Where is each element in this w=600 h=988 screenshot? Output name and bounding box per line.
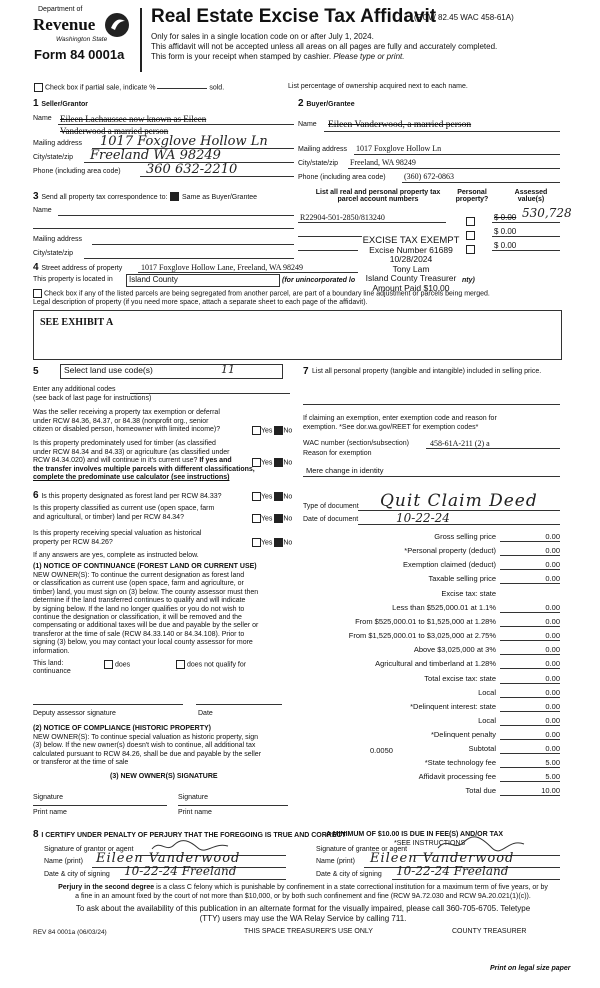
calc-label: Taxable selling price	[428, 574, 496, 583]
timber-question: Is this property predominately used for timber (as classified under RCW 84.34 and 84.33) or agriculture (as classified under RCW 84.34.020) and will continue in it's current use? If yes and the transfer involves multiple parcels with different classifications, complete the predominate use calculator (see instructions)	[33, 440, 255, 481]
rcw-reference: (RCW 82.45 WAC 458-61A)	[414, 13, 514, 22]
calc-label: Less than $525,000.01 at 1.1%	[392, 603, 496, 612]
does-checkbox[interactable]	[104, 660, 113, 669]
correspondence-name-label: Name	[33, 207, 52, 214]
calc-value[interactable]: 0.00	[545, 645, 560, 654]
section-4-number: 4 Street address of property	[33, 262, 123, 273]
calc-label: From $525,000.01 to $1,525,000 at 1.28%	[355, 617, 496, 626]
buyer-phone-label: Phone (including area code)	[298, 174, 386, 181]
owner-print-label-2: Print name	[178, 809, 212, 816]
calc-value[interactable]: 5.00	[545, 772, 560, 781]
notice-continuance-line: NEW OWNER(S): To continue the current designation as forest land	[33, 572, 245, 579]
notice-continuance-line: timber) land, you must sign on (3) below. The county assessor must then	[33, 588, 259, 596]
document-type-label: Type of document	[303, 503, 359, 510]
grantee-name-label: Name (print)	[316, 858, 355, 865]
legal-size-note: Print on legal size paper	[490, 965, 571, 972]
revenue-wordmark: Revenue	[33, 15, 96, 34]
seller-name-line-2[interactable]: Vanderwood a married person	[60, 126, 169, 136]
owner-print-label-1: Print name	[33, 809, 67, 816]
grantor-date-value[interactable]: 10-22-24 Freeland	[124, 864, 237, 878]
notice-compliance-line: NEW OWNER(S): To continue special valuation as historic property, sign	[33, 734, 258, 741]
calc-value[interactable]: 0.00	[545, 546, 560, 555]
exemption-yes-checkbox[interactable]	[252, 426, 261, 435]
grantee-date-value[interactable]: 10-22-24 Freeland	[396, 864, 509, 878]
calc-value[interactable]: 0.00	[545, 702, 560, 711]
intro-line-1: Only for sales in a single location code on or after July 1, 2024.	[151, 32, 374, 41]
section-8-number: 8 I CERTIFY UNDER PENALTY OF PERJURY THAT THE FOREGOING IS TRUE AND CORRECT	[33, 829, 346, 840]
personal-property-label: List all personal property (tangible and intangible) included in selling price.	[312, 368, 542, 375]
calc-label: Above $3,025,000 at 3%	[413, 645, 496, 654]
calc-value[interactable]: 0.00	[545, 603, 560, 612]
exemption-question: Was the seller receiving a property tax exemption or deferral under RCW 84.36, 84.37, or 84.38 (nonprofit org., senior citizen or disabled person, homeowner with limited income)?	[33, 409, 221, 433]
grantee-signature-label: Signature of grantee or agent	[316, 846, 408, 853]
calc-label: Affidavit processing fee	[418, 772, 496, 781]
notice-continuance-line: or classification as current use (open space, farm and agriculture, or	[33, 580, 244, 588]
dept-of-label: Department of	[38, 6, 83, 13]
intro-line-2: This affidavit will not be accepted unless all areas on all pages are fully and accurately completed.	[151, 42, 498, 51]
treasurer-use-label: THIS SPACE TREASURER'S USE ONLY	[244, 928, 373, 935]
this-land-label: This land:	[33, 660, 64, 667]
see-instructions-note: *SEE INSTRUCTIONS	[394, 840, 466, 847]
calc-label: Agricultural and timberland at 1.28%	[375, 659, 496, 668]
county-select[interactable]: Island County	[126, 274, 280, 287]
grantee-date-label: Date & city of signing	[316, 871, 382, 878]
calc-label: *Delinquent penalty	[430, 730, 496, 739]
buyer-city-value[interactable]: Freeland, WA 98249	[350, 158, 416, 167]
seller-phone-value[interactable]: 360 632-2210	[146, 162, 238, 177]
unincorporated-note-end: nty)	[462, 277, 475, 284]
buyer-mailing-label: Mailing address	[298, 146, 348, 153]
deputy-date-label: Date	[198, 710, 213, 717]
correspondence-city-label: City/state/zip	[33, 250, 74, 257]
revision-label: REV 84 0001a (06/03/24)	[33, 929, 107, 936]
grantor-date-label: Date & city of signing	[44, 871, 110, 878]
seller-city-label: City/state/zip	[33, 154, 74, 161]
buyer-name-value[interactable]: Eileen Vanderwood, a married person	[328, 120, 472, 130]
calc-value[interactable]: 0.00	[545, 532, 560, 541]
grantee-name-value[interactable]: Eileen Vanderwood	[370, 851, 515, 866]
calc-value[interactable]: 0.00	[545, 716, 560, 725]
reason-value[interactable]: Mere change in identity	[306, 466, 384, 475]
seller-mailing-value[interactable]: 1017 Foxglove Hollow Ln	[100, 134, 268, 149]
notice-compliance-line: or transferor at the time of sale	[33, 759, 129, 767]
assessed-value-1-handwritten[interactable]: 530,728	[522, 206, 572, 220]
buyer-name-label: Name	[298, 121, 317, 128]
alternate-format-notice: To ask about the availability of this publication in an alternate format for the visually impaired, please call 360-705-6705. Teletype (TTY) users may use the WA Relay Service by calling 711.	[75, 904, 531, 923]
notice-continuance-line: determine if the land transferred continues to qualify and will indicate	[33, 597, 246, 605]
calc-value[interactable]: 0.00	[545, 674, 560, 683]
calc-label: Total excise tax: state	[424, 674, 496, 683]
land-use-hand: 11	[221, 363, 235, 376]
historic-question: Is this property receiving special valuation as historical property per RCW 84.26?	[33, 530, 202, 546]
parcel-number-1[interactable]: R22904-501-2850/813240	[300, 213, 385, 222]
assessed-value-2[interactable]: $ 0.00	[494, 227, 517, 236]
section-6-number: 6 Is this property designated as forest land per RCW 84.33?	[33, 490, 222, 501]
header-divider	[140, 8, 142, 72]
notice-continuance-title: (1) NOTICE OF CONTINUANCE (FOREST LAND OR CURRENT USE)	[33, 563, 257, 570]
reason-label: Reason for exemption	[303, 450, 372, 457]
grantor-name-value[interactable]: Eileen Vanderwood	[96, 851, 241, 866]
section-3-number: 3 Send all property tax correspondence to: Same as Buyer/Grantee	[33, 191, 258, 202]
county-treasurer-label: COUNTY TREASURER	[452, 928, 527, 935]
calc-value[interactable]: 0.00	[545, 730, 560, 739]
unincorporated-note: (for unincorporated lo	[282, 277, 356, 284]
intro-line-3: This form is your receipt when stamped by cashier. Please type or print.	[151, 52, 405, 61]
personal-checkbox-3[interactable]	[466, 241, 475, 259]
does-not-checkbox[interactable]	[176, 660, 185, 669]
document-type-value[interactable]: Quit Claim Deed	[380, 491, 538, 511]
calc-value[interactable]: 0.00	[545, 617, 560, 626]
timber-yes-no: Yes No	[252, 458, 292, 467]
calc-value[interactable]: 0.00	[545, 574, 560, 583]
calc-value[interactable]: 0.00	[545, 631, 560, 640]
perjury-notice: Perjury in the second degree is a class C felony which is punishable by confinement in a state correctional institution for a maximum term of five years, or by a fine in an amount fixed by the court of not more than $10,000, or by both such confinement and fine (RCW 9A.72.030 and RCW 9A.20.021(1)(c)).	[58, 884, 548, 900]
property-street-value[interactable]: 1017 Foxglove Hollow Lane, Freeland, WA 98249	[141, 263, 304, 272]
calc-value[interactable]: 10.00	[541, 786, 560, 795]
partial-sale-checkbox[interactable]	[34, 83, 43, 92]
excise-exempt-stamp: EXCISE TAX EXEMPT Excise Number 61689 10/28/2024 Tony Lam Island County Treasurer Amount Paid $10.00	[362, 235, 460, 293]
claim-exemption-label: If claiming an exemption, enter exemption code and reason for exemption. *See dor.wa.gov/REET for exemption codes*	[303, 415, 497, 431]
form-title: Real Estate Excise Tax Affidavit	[151, 6, 437, 27]
legal-description-box[interactable]	[33, 310, 562, 360]
dor-logo-icon	[104, 12, 130, 38]
calc-value[interactable]: 0.00	[545, 659, 560, 668]
notice-compliance-line: (3) below. If the new owner(s) doesn't wish to continue, all additional tax	[33, 742, 256, 750]
calc-label: Exemption claimed (deduct)	[403, 560, 496, 569]
notice-continuance-line: information.	[33, 647, 70, 655]
grantor-name-label: Name (print)	[44, 858, 83, 865]
seller-name-label: Name	[33, 115, 52, 122]
section-5-number: 5	[33, 366, 39, 377]
wac-value[interactable]: 458-61A-211 (2) a	[430, 439, 490, 448]
exemption-yes-no: Yes No	[252, 426, 292, 435]
form-number: Form 84 0001a	[34, 47, 125, 62]
land-use-select[interactable]: Select land use code(s) 11	[60, 364, 283, 379]
historic-yes-no: Yes No	[252, 538, 292, 547]
wac-label: WAC number (section/subsection)	[303, 440, 409, 447]
deputy-signature-label: Deputy assessor signature	[33, 710, 116, 717]
calc-label: Local	[478, 716, 496, 725]
grantor-signature-label: Signature of grantor or agent	[44, 846, 134, 853]
additional-codes-label: Enter any additional codes	[33, 386, 116, 393]
same-as-buyer-checkbox[interactable]	[170, 192, 179, 201]
local-rate: 0.0050	[370, 746, 393, 755]
document-date-label: Date of document	[303, 516, 359, 523]
calc-value[interactable]: 5.00	[545, 758, 560, 767]
notice-continuance-line: compensating or additional taxes will be due and payable by the seller or	[33, 622, 259, 630]
owner-signature-label-1: Signature	[33, 794, 63, 801]
forest-yes-checkbox[interactable]	[252, 492, 261, 501]
owner-signature-label-2: Signature	[178, 794, 208, 801]
buyer-mailing-value[interactable]: 1017 Foxglove Hollow Ln	[356, 144, 442, 153]
calc-label: *Personal property (deduct)	[404, 546, 496, 555]
does-option: does	[104, 660, 130, 669]
segregated-row: Check box if any of the listed parcels are being segregated from another parcel, are part of a boundary line adjustment or parcels being merged.	[33, 289, 490, 298]
ownership-percentage-note: List percentage of ownership acquired next to each name.	[288, 83, 468, 90]
notice-continuance-line: transferor at the time of sale (RCW 84.33.140 or 84.34.108). Prior to	[33, 630, 245, 638]
notice-continuance-body	[33, 572, 258, 656]
personal-column-header: Personal property?	[455, 189, 489, 203]
seller-phone-label: Phone (including area code)	[33, 168, 121, 175]
calc-label: Gross selling price	[434, 532, 496, 541]
calc-label: Excise tax: state	[441, 589, 496, 598]
continuance-label: continuance	[33, 668, 71, 675]
current-use-yes-checkbox[interactable]	[252, 514, 261, 523]
seller-name-line-1[interactable]: Eileen Lachaussee now known as Eileen	[60, 114, 207, 124]
minimum-due-note: A MINIMUM OF $10.00 IS DUE IN FEE(S) AND/OR TAX	[326, 831, 504, 838]
notice-compliance-line: calculated pursuant to RCW 84.26, shall be due and payable by the seller	[33, 750, 262, 758]
segregated-checkbox[interactable]	[33, 289, 42, 298]
notice-continuance-line: by signing below. If the land no longer qualifies or you do not wish to	[33, 605, 245, 613]
calc-value[interactable]: 0.00	[545, 560, 560, 569]
forest-yes-no: Yes No	[252, 492, 292, 501]
calc-label: Subtotal	[468, 744, 496, 753]
legal-description-value: SEE EXHIBIT A	[40, 317, 114, 328]
notice-continuance-line: continue the designation or classification, it will be removed and the	[33, 614, 242, 622]
buyer-phone-value[interactable]: (360) 672-0863	[404, 172, 454, 181]
section-2-number: 2 Buyer/Grantee	[298, 98, 355, 109]
section-7-number: 7	[303, 366, 309, 377]
calc-value[interactable]: 0.00	[545, 688, 560, 697]
located-in-label: This property is located in	[33, 276, 113, 283]
seller-mailing-label: Mailing address	[33, 140, 83, 147]
calc-value[interactable]: 0.00	[545, 744, 560, 753]
calc-label: From $1,525,000.01 to $3,025,000 at 2.75%	[348, 631, 496, 640]
calc-label: *State technology fee	[424, 758, 496, 767]
correspondence-mailing-label: Mailing address	[33, 236, 83, 243]
notice-continuance-line: signing (3) below, you may contact your local county assessor for more	[33, 639, 253, 647]
current-use-question: Is this property classified as current use (open space, farm and agricultural, or timber) land per RCW 84.34?	[33, 505, 215, 521]
historic-yes-checkbox[interactable]	[252, 538, 261, 547]
buyer-city-label: City/state/zip	[298, 160, 339, 167]
if-yes-note: If any answers are yes, complete as instructed below.	[33, 552, 199, 559]
assessed-value-1-struck: $ 0.00	[494, 213, 517, 222]
notice-compliance-title: (2) NOTICE OF COMPLIANCE (HISTORIC PROPERTY)	[33, 725, 211, 732]
notice-compliance-body	[33, 734, 261, 768]
partial-sale-row: Check box if partial sale, indicate % sold.	[34, 83, 224, 92]
additional-codes-hint: (see back of last page for instructions)	[33, 395, 152, 402]
does-not-option: does not qualify for	[176, 660, 246, 669]
seller-city-value[interactable]: Freeland WA 98249	[90, 148, 221, 163]
assessed-column-header: Assessed value(s)	[514, 189, 548, 203]
new-owner-signature-title: (3) NEW OWNER(S) SIGNATURE	[110, 773, 218, 780]
calc-label: Local	[478, 688, 496, 697]
document-date-value[interactable]: 10-22-24	[396, 511, 450, 525]
legal-description-label: Legal description of property (if you need more space, attach a separate sheet to each page of the affidavit).	[33, 299, 368, 306]
current-use-yes-no: Yes No	[252, 514, 292, 523]
state-label: Washington State	[56, 36, 108, 43]
section-1-number: 1 Seller/Grantor	[33, 98, 89, 109]
assessed-value-3[interactable]: $ 0.00	[494, 241, 517, 250]
calc-label: *Delinquent interest: state	[410, 702, 496, 711]
parcel-column-header: List all real and personal property tax parcel account numbers	[315, 189, 441, 203]
calc-label: Total due	[465, 786, 496, 795]
timber-yes-checkbox[interactable]	[252, 458, 261, 467]
